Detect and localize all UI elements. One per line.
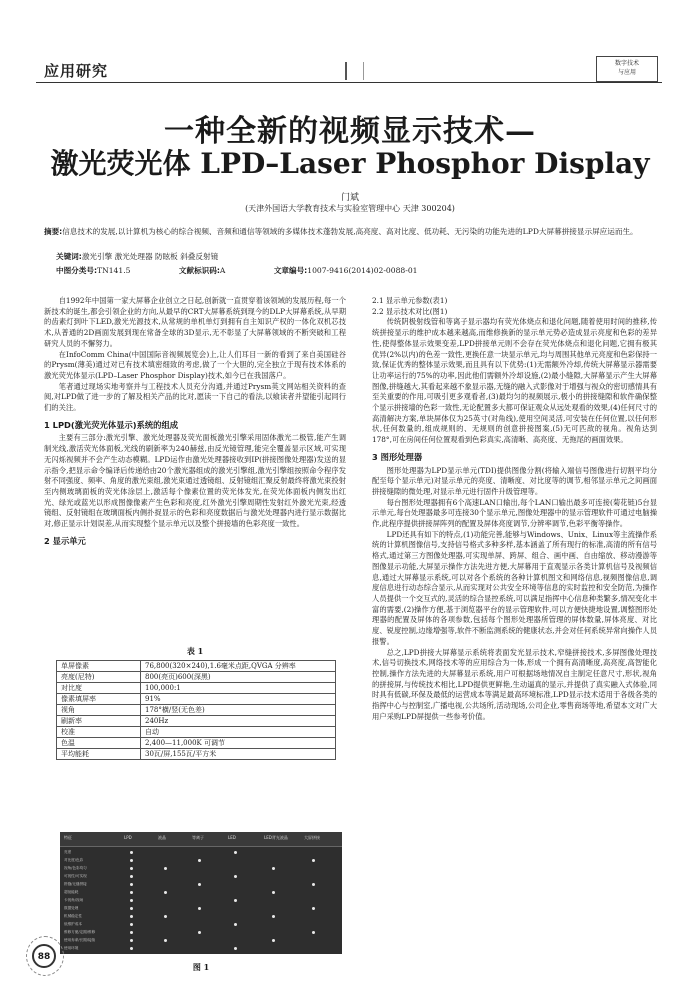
affiliation: (天津外国语大学教育技术与实验室管理中心 天津 300204) [245,204,455,213]
article-number: 1007-9416(2014)02-0088-01 [307,266,418,275]
table-row [57,672,336,683]
classification-info [56,265,656,276]
figure-row-label: 亮度 [64,850,72,854]
table-row [57,727,336,738]
figure-mark-dot [130,931,133,934]
clc-number: TN141.5 [97,266,131,275]
figure-mark-dot [198,931,201,934]
magazine-logo [596,56,658,82]
section-3-paragraph-1: 图形处理器为LPD显示单元(TDI)提供图像分割(将输入端信号图像进行切割平均分配至每个显示单元)对显示单元的亮度、清晰度、对比度等的调节,相邻显示单元之间画面拼接缝隙的微处理,对显示单元进行固件升级管理等。 [372,465,657,496]
section-2-heading: 2 显示单元 [44,535,86,546]
figure-mark-dot [312,907,315,910]
page-number: 88 [32,944,56,968]
figure-header-cell: 特征 [64,835,72,840]
figure-mark-dot [234,923,237,926]
table-row [57,738,336,749]
header-rule [36,82,662,83]
figure-mark-dot [130,915,133,918]
table-cell-key: 视角 [57,705,141,716]
intro-paragraph-3: 笔者通过现场实地考察并与工程技术人员充分沟通,并通过Prysm英文网站相关资料的查阅,对LPD做了进一步的了解及相关产品的比对,愿读一下自己的看法,以飨读者并望能引起同行们的关注。 [44,381,346,413]
figure-row-label: 低维护成本 [64,922,82,926]
figure-mark-dot [130,923,133,926]
table-row [57,661,336,672]
figure-row-label: 超低能耗 [64,890,79,894]
table-cell-key: 单屏像素 [57,661,141,672]
left-column [44,296,346,549]
table-cell-value: 2,400—11,000K 可调节 [141,738,336,749]
figure-mark-dot [130,891,133,894]
figure-mark-dot [130,859,133,862]
table-cell-value: 76,800(320×240),1.6毫米点距,QVGA 分辨率 [141,661,336,672]
abstract [44,226,656,237]
table-cell-key: 亮度(尼特) [57,672,141,683]
figure-row-label: 使用环境 [64,946,79,950]
section-3-paragraph-3: LPD还具有如下的特点,(1)功能完善,能够与Windows、Unix、Linux等主流操作系统的计算机图像信号,支持信号格式多种多样,基本涵盖了所有现行的标准,高清的所有信号格式,通过第三方图像处理器,可实现单屏、跨屏、组合、画中画、自由缩放、移动漫游等图像显示功能,大屏显示操作方法先进方便,大屏幕用于直观显示各类计算机信号及视频信息,通过大屏幕显示系统,可以对各个系统的各种计算机图文和网络信息,视频图像信息,调度信息进行动态综合显示,从而实现对公共安全环境等信息的实时监控和安全防范,为操作人员提供一个交互式的,灵活的综合显控系统,可以满足指挥中心信息种类繁多,情况变化丰富的需要,(2)操作方便,基于浏览器平台的显示管理软件,可以方便快捷地设置,调整图形处理器的配置及屏体的各项参数,包括每个图形处理器所管理的屏体数量,屏体亮度、对比度、锐度控制,边缘增强等,软件不断监测系统的健康状态,并会对任何系统异常向操作人员报警。 [372,529,657,646]
figure-row-label: 使用寿命/长期/接续 [64,938,96,942]
table-row [57,705,336,716]
figure-header-cell: 大屏拼接 [304,835,320,840]
section-3-heading: 3 图形处理器 [372,451,423,462]
section-3-paragraph-2: 每台图形处理器拥有6个高速LAN口输出,每个LAN口输出最多可连接(菊花链)5台显示单元,每台处理器最多可连接30个显示单元,图像处理器中的显示管理软件可通过电脑操作,此程序提供拼接屏阵列的配置及屏体亮度调节,分辨率调节,色彩平衡等操作。 [372,497,657,529]
figure-mark-dot [234,851,237,854]
article-number-label: 文章编号: [273,266,308,275]
figure-mark-dot [130,875,133,878]
table-row [57,694,336,705]
subsection-2-2: 2.2 显示技术对比(图1) [372,306,448,316]
keywords-label: 关键词: [56,252,82,261]
figure-row-label: 维修方便/定期/维修 [64,930,96,934]
table-cell-key: 校准 [57,727,141,738]
figure-mark-dot [130,899,133,902]
figure-mark-dot [130,883,133,886]
figure-header-cell: LPD [124,835,132,840]
figure-header-cell: 等离子 [192,835,204,840]
figure-row-label: 卡视角/视场 [64,898,84,902]
figure-mark-dot [198,859,201,862]
figure-mark-dot [234,947,237,950]
subsection-2-1: 2.1 显示单元参数(表1) [372,296,448,305]
figure-mark-dot [130,851,133,854]
doc-code-label: 文献标识码: [178,266,220,275]
section-1-paragraph: 主要有三部分:激光引擎、激光处理器及荧光面板激光引擎采用固体激光二极管,能产生调制光线,激活荧光体面板,光线的刷新率为240赫兹,由反光镜管理,能完全覆盖显示区域,可实现无闪烁视频并不会产生动态模糊。LPD运作由激光处理器接收到IP(拼接图像处理器)发送的显示指令,把显示命令编译后传递给由20个激光器组成的激光引擎组,激光引擎组按照命令程序发射不同强度、频率、角度的激光束组,激光束通过透镜组、反射镜组汇聚反射最终将激光束投射至内侧玻璃面板的荧光体涂层上,激活每个像素位置的荧光体发光,在荧光体面板内侧发出红光、绿光或蓝光以形成图像像素产生色彩和亮度,红外激光引擎周期性发射红外激光光束,经透镜组、反射镜组在玻璃面板内侧扑捉显示的色彩和亮度数据后与激光处理器内进行显示数据比对,修正显示计划误差,从而实现整个显示单元以及整个拼接墙的色彩亮度一致性。 [44,433,346,529]
keywords [56,251,218,262]
table-cell-key: 像素填屏率 [57,694,141,705]
table-cell-key: 平均能耗 [57,749,141,760]
keywords-text: 激光引擎 激光处理器 防眩板 斜叠反射镜 [81,252,219,261]
article-title-line2: 激光荧光体 LPD–Laser Phosphor Display [50,147,650,180]
figure-mark-dot [130,907,133,910]
figure-header-cell: 液晶 [158,835,166,840]
figure-mark-dot [272,915,275,918]
figure-mark-dot [272,891,275,894]
table-cell-value: 178°横/竖(无色差) [141,705,336,716]
table-cell-key: 刷新率 [57,716,141,727]
figure-mark-dot [130,939,133,942]
table-cell-value: 100,000:1 [141,683,336,694]
table-row [57,749,336,760]
abstract-text: 信息技术的发展,以计算机为核心的综合视频、音频和通信等领域的多媒体技术蓬勃发展,高亮度、高对比度、低功耗、无污染的功能先进的LPD大屏幕拼接显示屏应运而生。 [62,227,638,236]
figure-mark-dot [198,883,201,886]
article-title-line1: 一种全新的视频显示技术— [164,114,536,149]
table-row [57,716,336,727]
figure-mark-dot [234,875,237,878]
figure-mark-dot [312,883,315,886]
author: 门斌 [340,193,359,203]
magazine-name-line1: 数字技术 [614,60,639,67]
table-row [57,683,336,694]
figure-mark-dot [164,915,167,918]
figure-row-label: 数据处理 [64,906,79,910]
figure-mark-dot [272,867,275,870]
figure-header-cell: LED背光液晶 [264,835,288,840]
figure-mark-dot [234,899,237,902]
comparison-figure [60,832,342,954]
figure-row-label: 对比度/色彩 [64,858,84,862]
figure-row-label: 拼缝/无缝拼接 [64,882,87,886]
section-1-heading: 1 LPD(激光荧光体显示)系统的组成 [44,419,179,430]
right-column [372,296,657,722]
doc-code: A [219,266,226,275]
figure-mark-dot [164,891,167,894]
summary-paragraph: 总之,LPD拼接大屏幕显示系统将表面发光显示技术,窄缝拼接技术,多屏图像处理技术,信号切换技术,网络技术等的应用综合为一体,形成一个拥有高清晰度,高亮度,高智能化控制,操作方法先进的大屏幕显示系统,用户可根据场地情况自主制定任意尺寸,形状,视角的拼接屏,与传统技术相比,LPD提供更鲜艳,生动逼真的显示,并提供了真实融入式体验,同时具有低碳,环保及最低的运营成本等满足最高环境标准,LPD显示技术适用于各级各类的指挥中心与控制室,广播电视,公共场所,活动现场,公司企业,零售商场等地,希望本文对广大用户采购LPD屏提供一些参考价值。 [372,647,657,721]
figure-mark-dot [272,939,275,942]
figure-header-row [60,832,342,847]
intro-paragraph-2: 在InfoComm China(中国国际音视频展览会)上,让人们耳目一新的看到了来自美国硅谷的Prysm(薄美)通过对已有技术填密细致的考虑,做了一个大胆的,完全独立于现有技术体系的激光荧光体显示(LPD–Laser Phosphor Display)技术,如今已在我国落户。 [44,349,346,380]
figure-row-label: 可视性/可实现 [64,874,87,878]
header-divider-bars [345,62,364,80]
figure-mark-dot [312,931,315,934]
figure-mark-dot [164,939,167,942]
figure-caption: 图 1 [192,962,210,972]
figure-mark-dot [130,947,133,950]
comparison-paragraph: 传统阴极射线管和等离子显示器均有荧光体烧点和退化问题,随着使用时间的推移,传统拼接显示的维护成本越来越高,而维修换新的显示单元势必造成显示亮度和色彩的差异性,使得整体显示效果变差,LPD拼接单元则不会存在荧光体烧点和退化问题,它拥有极其优异(2%以内)的色差一致性,更换任意一块显示单元,均与周围其他单元亮度和色彩保持一致,保证优秀的整体显示效果,而且具有以下优势:(1)无需额外冷却,传统大屏幕显示器需要让功率运行的75%的功率,因此他们需额外冷却设施,(2)最小缝隙,大屏幕显示产生大屏幕图像,拼缝越大,其看起来越不象显示器,无缝的融入式影像对于增强与视众的密切感情具有至关重要的作用,可吸引更多观看者,(3)最均匀的视频展示,极小的拼接缝隙和软件确保整个显示拼接墙的色彩一致性,无论配置多大都可保证观众从远处观看的效果,(4)任何尺寸的高清解决方案,单块屏体仅为25英寸(对角线),使用空间灵活,可安装在任何位置,以任何形状,任何数量的,组成规则的、无规则的创意拼接图案,(5)无可匹敌的视角。视角达到178°,可在房间任何位置观看到色彩真实,高清晰、高亮度、无拖尾的画面效果。 [372,317,657,445]
table-cell-value: 91% [141,694,336,705]
figure-mark-dot [198,907,201,910]
abstract-label: 摘要: [44,227,63,236]
display-unit-parameters-table [56,660,336,760]
table-cell-value: 800(亮页)600(深黑) [141,672,336,683]
clc-label: 中图分类号: [56,266,98,275]
figure-row-label: 机械稳定性 [64,914,82,918]
table-cell-value: 自动 [141,727,336,738]
figure-mark-dot [312,859,315,862]
table-cell-key: 色温 [57,738,141,749]
table-cell-key: 对比度 [57,683,141,694]
section-label: 应用研究 [44,62,109,80]
figure-mark-dot [130,867,133,870]
table-caption: 表 1 [186,646,204,656]
figure-header-cell: LED [228,835,236,840]
intro-paragraph-1: 自1992年中国第一家大屏幕企业创立之日起,创新就一直贯穿着该领域的发展历程,每一个新技术的诞生,都会引领企业的方向,从最早的CRT大屏幕系统到现今的DLP大屏幕系统,从早期的齿素灯到叶下LED,激光光源技术,从常规的单机单灯到拥有自主知识产权的一体化双机芯技术,从普通的2D画面发展到现在常备全球的3D显示,无不彰显了大屏幕领域的不断突破和工程研究人员的不懈努力。 [44,296,346,348]
table-cell-value: 240Hz [141,716,336,727]
magazine-name-line2: 与应用 [617,69,636,76]
table-cell-value: 30瓦/屏,155瓦/平方米 [141,749,336,760]
figure-mark-dot [164,867,167,870]
figure-row-label: 视角/色彩均匀 [64,866,87,870]
